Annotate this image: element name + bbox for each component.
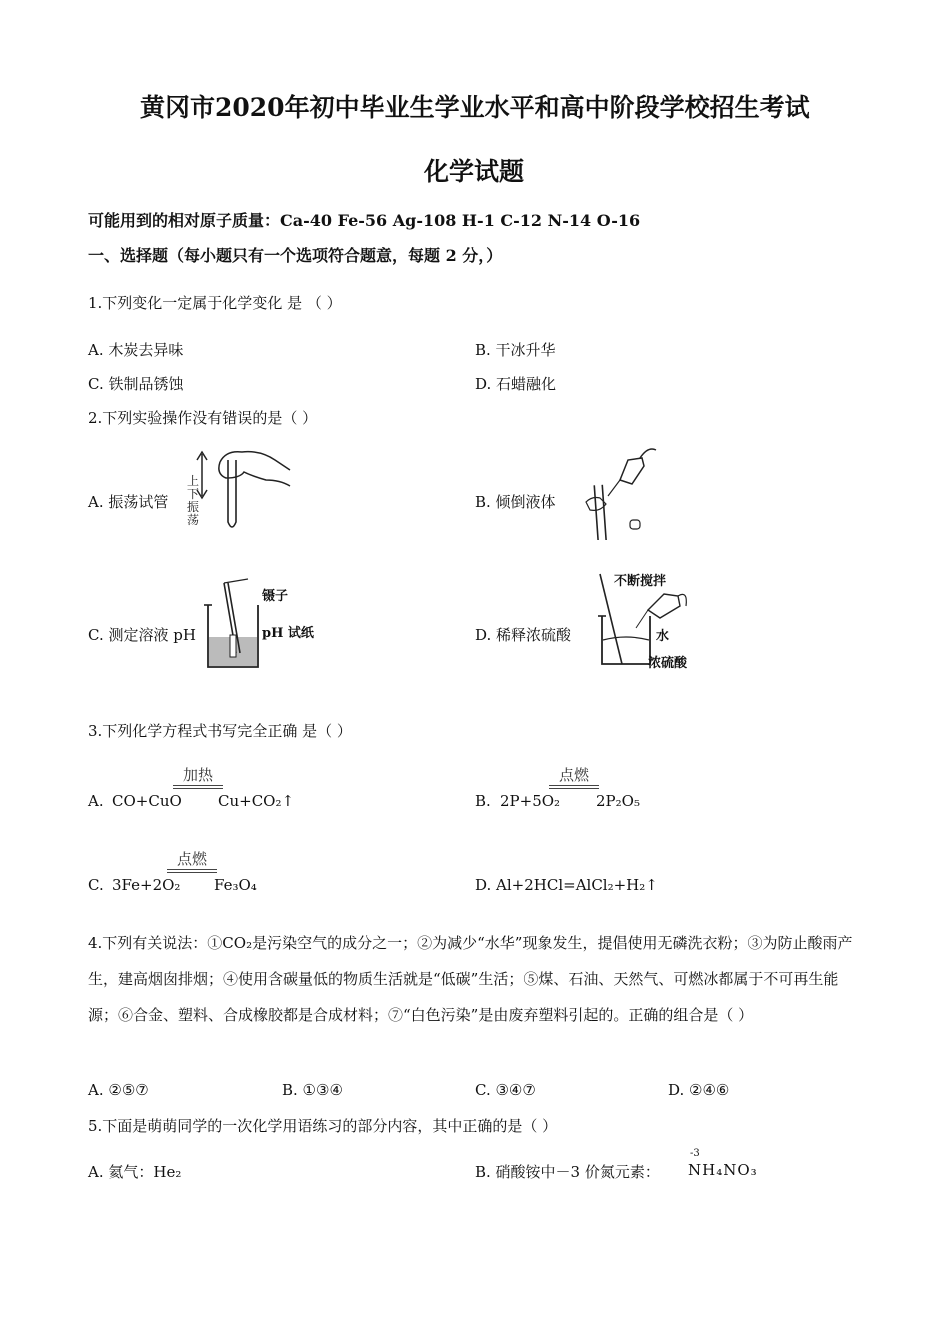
condition-text: 加热	[182, 766, 213, 784]
measure-ph-figure	[200, 575, 260, 675]
question-3-option-b-condition	[549, 766, 599, 789]
fig-d-label-stir: 不断搅拌	[614, 574, 667, 589]
question-2-option-b: B. 倾倒液体	[475, 493, 556, 511]
question-3-option-a-condition	[173, 766, 223, 789]
fig-a-label-4: 荡	[187, 513, 200, 527]
question-1-option-b: B. 干冰升华	[475, 341, 556, 359]
question-3-option-a-products: Cu+CO₂↑	[218, 792, 295, 810]
question-1-stem: 1.下列变化一定属于化学变化 是 （ ）	[88, 294, 342, 312]
ammonium-nitrate-formula: NH₄NO₃	[688, 1161, 758, 1179]
valence-mark: -3	[690, 1148, 700, 1159]
fig-d-label-water: 水	[656, 629, 670, 644]
fig-a-label-3: 振	[187, 500, 200, 514]
question-1-option-d: D. 石蜡融化	[475, 375, 557, 393]
question-2-option-d: D. 稀释浓硫酸	[475, 626, 572, 644]
double-line	[549, 785, 599, 789]
question-1-option-a: A. 木炭去异味	[88, 341, 184, 359]
question-4-stem: 4.下列有关说法：①CO₂是污染空气的成分之一；②为减少“水华”现象发生，提倡使用无磷洗衣粉；③为防止酸雨产生，建高烟囱排烟；④使用含碳量低的物质生活就是“低碳”生活；⑤煤、石油、天然气、可燃冰都属于不可再生能源；⑥合金、塑料、合成橡胶都是合成材料；⑦“白色污染”是由废弃塑料引起的。正确的组合是（ ）	[88, 934, 853, 1024]
question-3-option-c-condition	[167, 850, 217, 873]
question-4-option-a: A. ②⑤⑦	[88, 1081, 149, 1099]
question-5-option-a: A. 氦气：He₂	[88, 1163, 182, 1181]
section-heading: 一、选择题（每小题只有一个选项符合题意，每题 2 分，）	[88, 246, 503, 265]
question-4-option-b: B. ①③④	[282, 1081, 343, 1099]
question-3-stem: 3.下列化学方程式书写完全正确 是（ ）	[88, 722, 352, 740]
question-3-option-c-reactants: 3Fe+2O₂	[112, 876, 181, 894]
question-3-option-a-label: A.	[88, 792, 104, 810]
question-2-stem: 2.下列实验操作没有错误的是（ ）	[88, 409, 318, 427]
question-4-option-d: D. ②④⑥	[668, 1081, 730, 1099]
atomic-masses: 可能用到的相对原子质量：Ca-40 Fe-56 Ag-108 H-1 C-12 N-14 O-16	[88, 211, 641, 230]
question-3-option-b-label: B.	[475, 792, 491, 810]
fig-c-label-ph-paper: pH 试纸	[262, 626, 314, 641]
fig-c-label-tweezers: 镊子	[262, 589, 289, 604]
exam-title: 黄冈市2020年初中毕业生学业水平和高中阶段学校招生考试	[140, 93, 810, 122]
question-3-option-b-reactants: 2P+5O₂	[500, 792, 561, 810]
fig-a-label-1: 上	[187, 474, 200, 488]
question-5-stem: 5.下面是萌萌同学的一次化学用语练习的部分内容，其中正确的是（ ）	[88, 1117, 558, 1135]
question-3-option-a-reactants: CO+CuO	[112, 792, 182, 810]
question-3-option-d: D. Al+2HCl=AlCl₂+H₂↑	[475, 876, 658, 894]
question-3-option-c-label: C.	[88, 876, 104, 894]
double-line	[173, 785, 223, 789]
question-3-option-c-products: Fe₃O₄	[214, 876, 257, 894]
condition-text: 点燃	[558, 766, 589, 784]
fig-d-label-acid: 浓硫酸	[648, 656, 688, 671]
pouring-liquid-figure	[580, 440, 660, 540]
question-5-option-b: B. 硝酸铵中－3 价氮元素：	[475, 1163, 660, 1181]
question-2-option-a: A. 振荡试管	[88, 493, 169, 511]
question-2-option-c: C. 测定溶液 pH	[88, 626, 196, 644]
question-3-option-b-products: 2P₂O₅	[596, 792, 640, 810]
exam-subject: 化学试题	[424, 157, 525, 186]
condition-text: 点燃	[176, 850, 207, 868]
double-line	[167, 869, 217, 873]
question-1-option-c: C. 铁制品锈蚀	[88, 375, 184, 393]
question-4-option-c: C. ③④⑦	[475, 1081, 536, 1099]
fig-a-label-2: 下	[187, 487, 200, 501]
